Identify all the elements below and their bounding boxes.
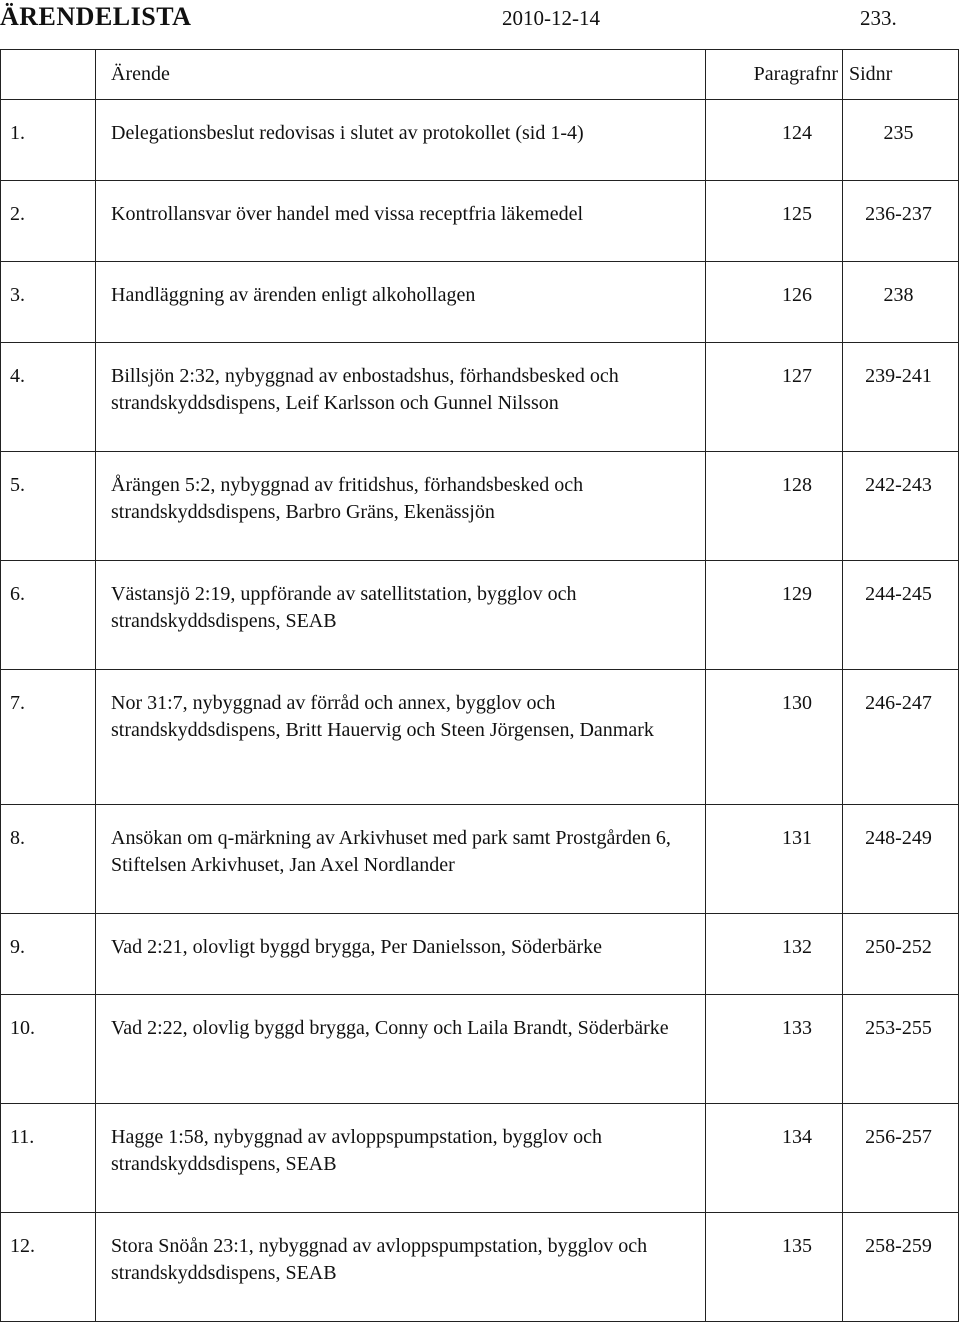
row-number: 1. [1, 100, 96, 181]
row-paragraph: 133 [706, 995, 843, 1104]
row-page: 248-249 [843, 805, 959, 914]
row-title: Västansjö 2:19, uppförande av satellitstation, bygglov och strandskyddsdispens, SEAB [96, 561, 706, 670]
table-row [1, 1104, 959, 1213]
table-row [1, 452, 959, 561]
column-header-title: Ärende [96, 50, 706, 100]
row-page: 253-255 [843, 995, 959, 1104]
row-title: Stora Snöån 23:1, nybyggnad av avloppspumpstation, bygglov och strandskyddsdispens, SEAB [96, 1213, 706, 1322]
row-page: 239-241 [843, 343, 959, 452]
row-paragraph: 129 [706, 561, 843, 670]
row-title: Ansökan om q-märkning av Arkivhuset med park samt Prostgården 6, Stiftelsen Arkivhuset, Jan Axel Nordlander [96, 805, 706, 914]
row-paragraph: 126 [706, 262, 843, 343]
row-title: Hagge 1:58, nybyggnad av avloppspumpstation, bygglov och strandskyddsdispens, SEAB [96, 1104, 706, 1213]
table-row [1, 1213, 959, 1322]
column-header-page: Sidnr [843, 50, 959, 100]
table-row [1, 343, 959, 452]
row-title: Delegationsbeslut redovisas i slutet av protokollet (sid 1-4) [96, 100, 706, 181]
row-page: 236-237 [843, 181, 959, 262]
document-date: 2010-12-14 [502, 6, 600, 30]
row-page: 258-259 [843, 1213, 959, 1322]
table-row [1, 262, 959, 343]
row-number: 12. [1, 1213, 96, 1322]
column-header-number [1, 50, 96, 100]
row-paragraph: 124 [706, 100, 843, 181]
table-row [1, 100, 959, 181]
row-title: Årängen 5:2, nybyggnad av fritidshus, förhandsbesked och strandskyddsdispens, Barbro Gräns, Ekenässjön [96, 452, 706, 561]
row-paragraph: 125 [706, 181, 843, 262]
row-title: Billsjön 2:32, nybyggnad av enbostadshus, förhandsbesked och strandskyddsdispens, Leif Karlsson och Gunnel Nilsson [96, 343, 706, 452]
table-row [1, 914, 959, 995]
row-number: 4. [1, 343, 96, 452]
row-number: 7. [1, 670, 96, 805]
row-number: 6. [1, 561, 96, 670]
row-title: Nor 31:7, nybyggnad av förråd och annex, bygglov och strandskyddsdispens, Britt Hauervig och Steen Jörgensen, Danmark [96, 670, 706, 805]
row-title: Kontrollansvar över handel med vissa receptfria läkemedel [96, 181, 706, 262]
column-header-paragraph: Paragrafnr [706, 50, 843, 100]
row-paragraph: 131 [706, 805, 843, 914]
table-header-row [1, 50, 959, 100]
row-number: 9. [1, 914, 96, 995]
table-row [1, 995, 959, 1104]
table-row [1, 670, 959, 805]
row-page: 242-243 [843, 452, 959, 561]
row-number: 2. [1, 181, 96, 262]
row-page: 238 [843, 262, 959, 343]
table-row [1, 805, 959, 914]
row-number: 5. [1, 452, 96, 561]
row-page: 256-257 [843, 1104, 959, 1213]
row-title: Vad 2:21, olovligt byggd brygga, Per Danielsson, Söderbärke [96, 914, 706, 995]
row-page: 250-252 [843, 914, 959, 995]
row-page: 244-245 [843, 561, 959, 670]
agenda-table [0, 49, 959, 1322]
row-number: 3. [1, 262, 96, 343]
row-paragraph: 130 [706, 670, 843, 805]
table-row [1, 561, 959, 670]
row-page: 246-247 [843, 670, 959, 805]
document-header [0, 0, 960, 46]
table-row [1, 181, 959, 262]
row-number: 10. [1, 995, 96, 1104]
row-number: 11. [1, 1104, 96, 1213]
row-paragraph: 128 [706, 452, 843, 561]
row-paragraph: 132 [706, 914, 843, 995]
document-title: ÄRENDELISTA [0, 2, 192, 31]
row-title: Handläggning av ärenden enligt alkohollagen [96, 262, 706, 343]
row-paragraph: 127 [706, 343, 843, 452]
page-number: 233. [860, 6, 897, 30]
row-paragraph: 134 [706, 1104, 843, 1213]
row-page: 235 [843, 100, 959, 181]
row-number: 8. [1, 805, 96, 914]
row-title: Vad 2:22, olovlig byggd brygga, Conny och Laila Brandt, Söderbärke [96, 995, 706, 1104]
row-paragraph: 135 [706, 1213, 843, 1322]
